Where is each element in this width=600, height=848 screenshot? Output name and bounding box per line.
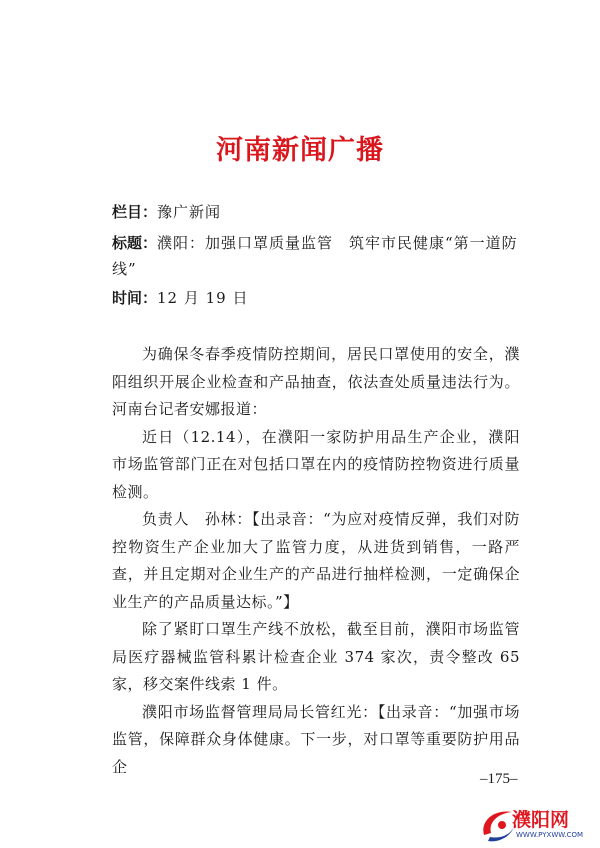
headline-field bbox=[112, 230, 532, 282]
watermark-url: WWW.PYXWW.COM bbox=[516, 831, 584, 839]
article-body bbox=[112, 341, 520, 781]
column-field bbox=[112, 199, 532, 225]
column-value: 豫广新闻 bbox=[157, 203, 222, 221]
paragraph: 濮阳市场监督管理局局长管红光：【出录音：“加强市场监管，保障群众身体健康。下一步，对口罩等重要防护用品企 bbox=[112, 702, 520, 776]
time-field bbox=[112, 285, 532, 311]
time-label: 时间： bbox=[112, 289, 158, 307]
paragraph: 为确保冬春季疫情防控期间，居民口罩使用的安全，濮阳组织开展企业检查和产品抽查，依法查处质量违法行为。河南台记者安娜报道： bbox=[112, 345, 520, 418]
time-value: 12 月 19 日 bbox=[157, 289, 249, 307]
paragraph: 负责人 孙林：【出录音：“为应对疫情反弹，我们对防控物资生产企业加大了监管力度，从进货到销售，一路严查，并且定期对企业生产的产品进行抽样检测，一定确保企业生产的产品质量达标。”】 bbox=[112, 510, 520, 611]
page-number: –175– bbox=[480, 771, 518, 787]
paragraph: 除了紧盯口罩生产线不放松，截至目前，濮阳市场监管局医疗器械监管科累计检查企业 374 家次，责令整改 65 家，移交案件线索 1 件。 bbox=[112, 620, 520, 693]
site-watermark-logo bbox=[478, 803, 600, 848]
headline-label: 标题： bbox=[112, 234, 158, 252]
paragraph: 近日（12.14），在濮阳一家防护用品生产企业，濮阳市场监管部门正在对包括口罩在内的疫情防控物资进行质量检测。 bbox=[112, 427, 520, 501]
watermark-name: 濮阳网 bbox=[512, 809, 570, 831]
column-label: 栏目： bbox=[112, 203, 158, 221]
headline-value: 濮阳：加强口罩质量监管 筑牢市民健康“第一道防线” bbox=[112, 234, 518, 278]
page-title: 河南新闻广播 bbox=[216, 135, 384, 166]
